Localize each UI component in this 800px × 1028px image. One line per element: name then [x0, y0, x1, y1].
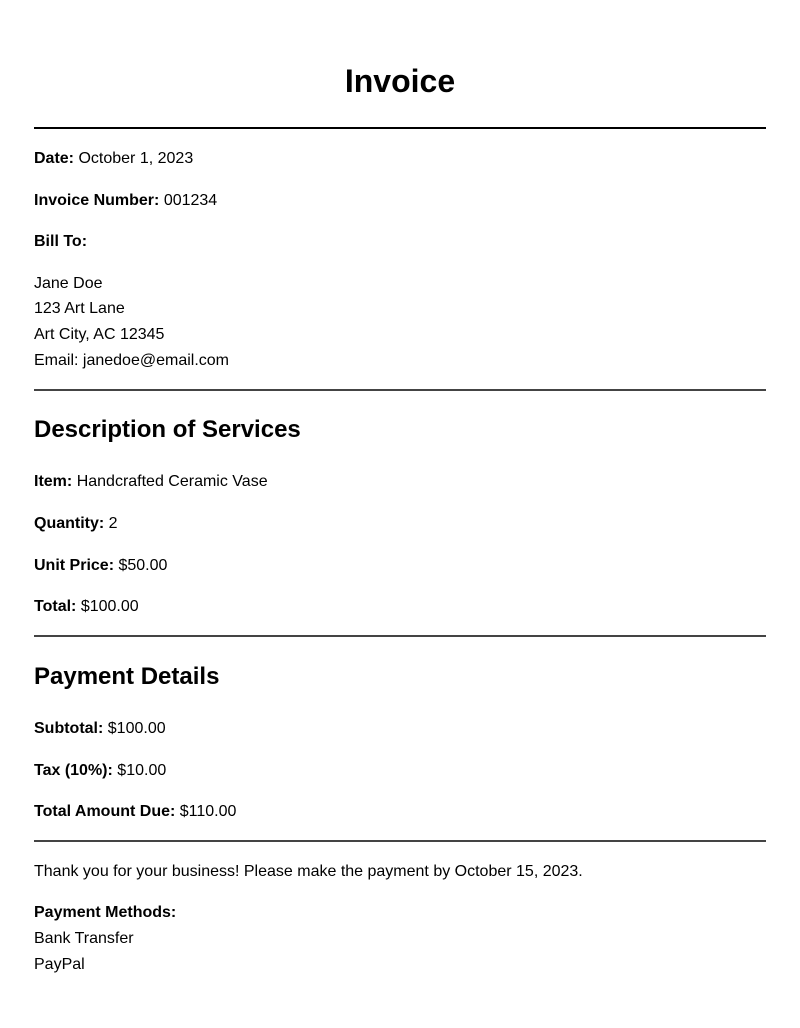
- payment-total-due: [34, 802, 236, 822]
- date-label: Date:: [34, 150, 75, 167]
- bill-to-email: Email: janedoe@email.com: [34, 352, 229, 369]
- unit-price-label: Unit Price:: [34, 557, 115, 574]
- bill-to-city: Art City, AC 12345: [34, 326, 165, 343]
- subtotal-label: Subtotal:: [34, 720, 104, 737]
- invoice-number-label: Invoice Number:: [34, 192, 160, 209]
- subtotal-value: $100.00: [107, 720, 166, 737]
- total-due-value: $110.00: [179, 803, 237, 820]
- service-unit-price: [34, 556, 167, 576]
- bill-to-label-text: Bill To:: [34, 233, 88, 250]
- billing-divider: [34, 389, 766, 391]
- service-item: [34, 472, 268, 492]
- item-value: Handcrafted Ceramic Vase: [76, 473, 268, 490]
- payment-heading: Payment Details: [34, 663, 220, 690]
- payment-methods-label: [34, 903, 176, 923]
- thank-you-note: Thank you for your business! Please make the payment by October 15, 2023.: [34, 863, 583, 880]
- services-heading: Description of Services: [34, 416, 301, 443]
- total-label: Total:: [34, 598, 77, 615]
- payment-method-item: PayPal: [34, 956, 85, 973]
- tax-value: $10.00: [117, 762, 167, 779]
- quantity-label: Quantity:: [34, 515, 105, 532]
- bill-to-label: [34, 232, 87, 252]
- date-value: October 1, 2023: [78, 150, 194, 167]
- invoice-number-value: 001234: [163, 192, 218, 209]
- service-total: [34, 597, 139, 617]
- invoice-date: [34, 149, 193, 169]
- quantity-value: 2: [108, 515, 118, 532]
- item-label: Item:: [34, 473, 73, 490]
- header-divider: [34, 127, 766, 129]
- services-divider: [34, 635, 766, 637]
- bill-to-street: 123 Art Lane: [34, 300, 125, 317]
- unit-price-value: $50.00: [118, 557, 168, 574]
- payment-tax: [34, 761, 166, 781]
- tax-label: Tax (10%):: [34, 762, 113, 779]
- page-title: Invoice: [344, 63, 456, 99]
- payment-method-item: Bank Transfer: [34, 930, 134, 947]
- payment-methods-label-text: Payment Methods:: [34, 904, 177, 921]
- invoice-number: [34, 191, 217, 211]
- bill-to-name: Jane Doe: [34, 275, 103, 292]
- total-value: $100.00: [80, 598, 139, 615]
- payment-subtotal: [34, 719, 166, 739]
- payment-divider: [34, 840, 766, 842]
- total-due-label: Total Amount Due:: [34, 803, 176, 820]
- service-quantity: [34, 514, 118, 534]
